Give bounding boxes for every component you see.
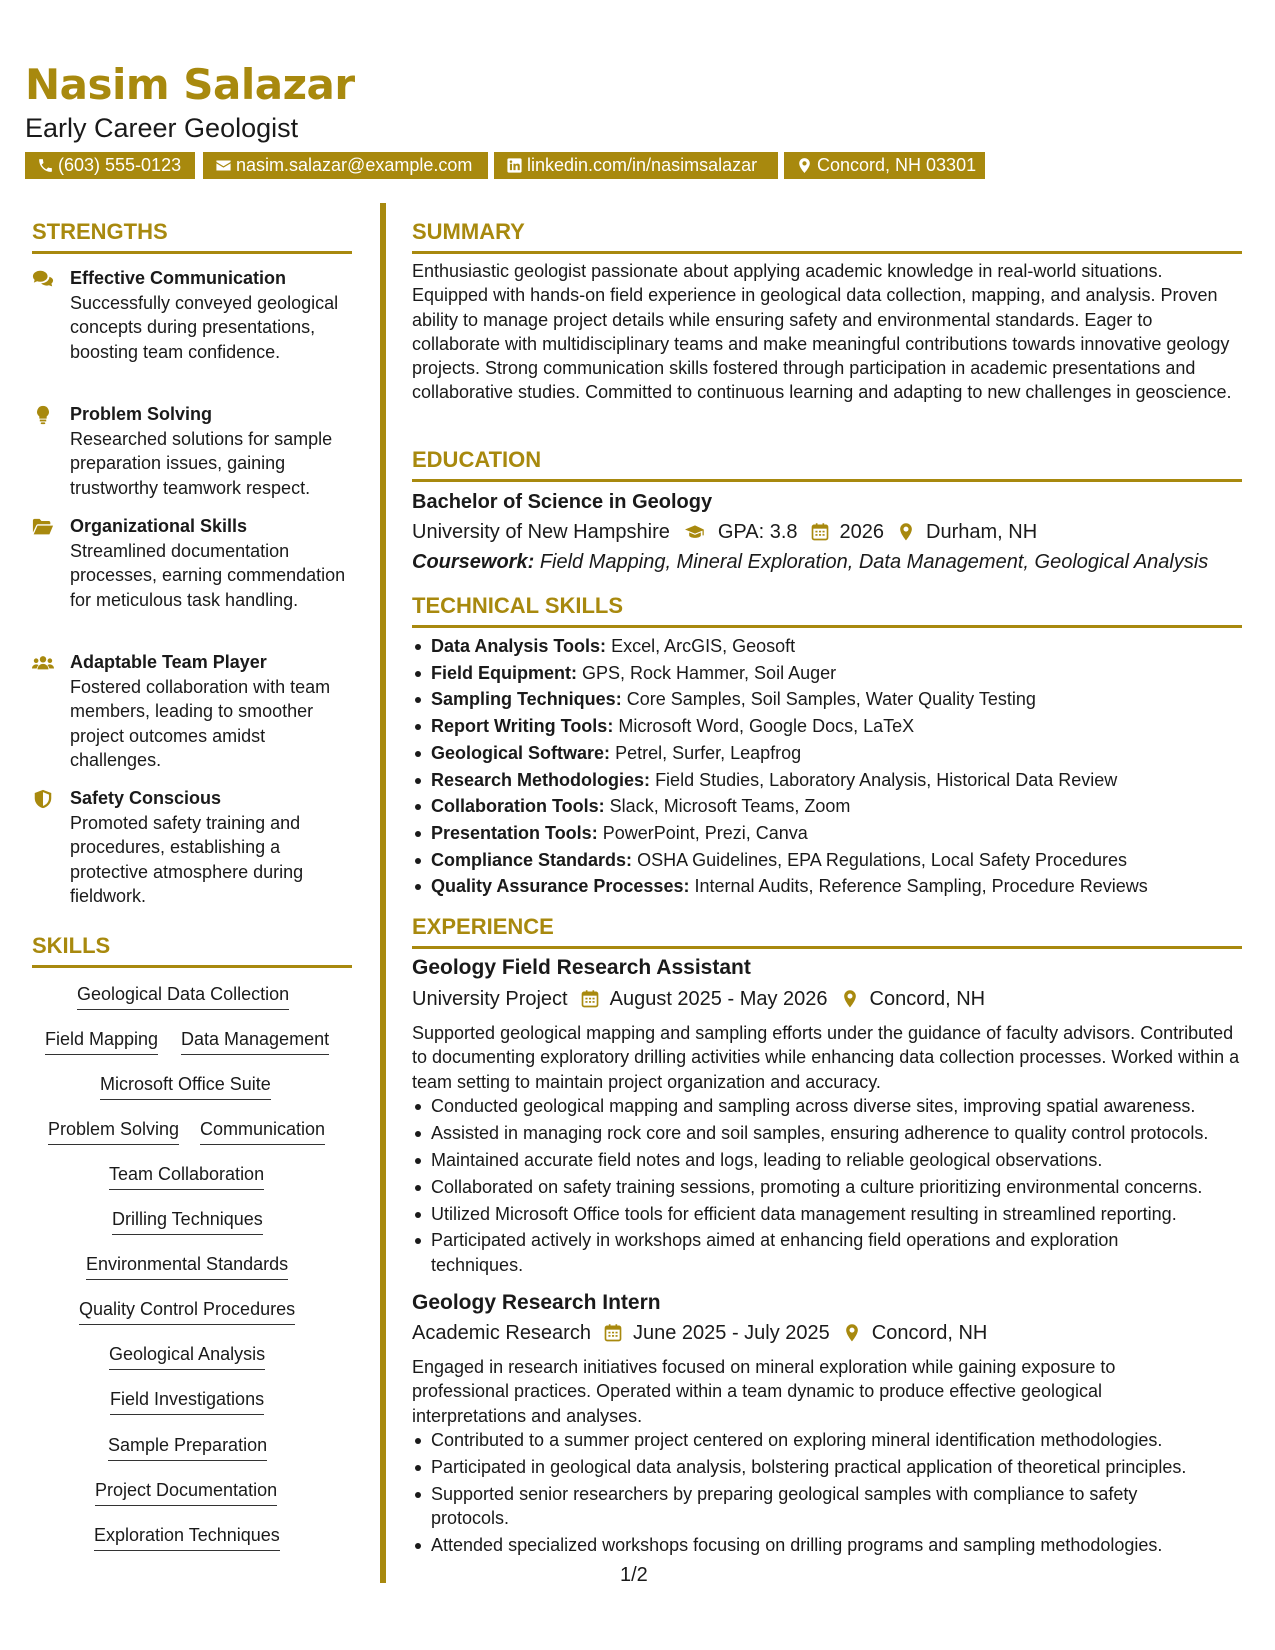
coursework (412, 549, 1208, 575)
technical-skills-list (412, 633, 1242, 900)
job-bullet: Participated actively in workshops aimed at enhancing field operations and exploration techniques. (412, 1228, 1161, 1277)
job-location: Concord, NH (871, 1322, 988, 1344)
education-rule (412, 479, 1242, 482)
job-bullet: Participated in geological data analysis, bolstering practical application of theoretical principles. (412, 1455, 1242, 1479)
tech-skill-item: Research Methodologies: Field Studies, Laboratory Analysis, Historical Data Review (412, 767, 1242, 794)
job-title: Geology Research Intern (412, 1291, 661, 1314)
coursework-label: Coursework: (412, 551, 535, 573)
contact-email-text: nasim.salazar@example.com (236, 155, 473, 175)
job-meta (412, 1320, 987, 1346)
strength-title: Effective Communication (70, 268, 287, 288)
page-number: 1/2 (620, 1564, 648, 1586)
tech-skill-item: Report Writing Tools: Microsoft Word, Google Docs, LaTeX (412, 713, 1242, 740)
skill-tag: Project Documentation (95, 1478, 277, 1506)
skill-tag: Sample Preparation (108, 1433, 267, 1461)
tech-skill-item: Compliance Standards: OSHA Guidelines, EPA Regulations, Local Safety Procedures (412, 847, 1242, 874)
strength-desc: Fostered collaboration with team members, leading to smoother project outcomes amidst challenges. (70, 677, 331, 770)
linkedin-icon (506, 157, 523, 174)
contact-email[interactable] (203, 152, 488, 179)
education-heading: EDUCATION (412, 447, 542, 472)
map-pin-icon (896, 522, 916, 542)
skill-tag: Microsoft Office Suite (100, 1072, 271, 1100)
summary-rule (412, 251, 1242, 254)
tech-skill-item: Field Equipment: GPS, Rock Hammer, Soil Auger (412, 660, 1242, 687)
skill-tag: Problem Solving (48, 1117, 179, 1145)
skill-tag: Exploration Techniques (94, 1523, 280, 1551)
skill-tag: Quality Control Procedures (79, 1297, 295, 1325)
calendar-icon (580, 989, 600, 1009)
education-meta (412, 519, 1037, 545)
skill-tag: Environmental Standards (86, 1252, 288, 1280)
graduation-year: 2026 (839, 521, 885, 543)
comments-icon (32, 269, 54, 289)
contact-location-text: Concord, NH 03301 (817, 155, 977, 175)
contact-linkedin[interactable] (494, 152, 778, 179)
school-name: University of New Hampshire (412, 521, 670, 543)
contact-phone-text: (603) 555-0123 (58, 155, 182, 175)
contact-location[interactable] (784, 152, 985, 179)
strengths-rule (32, 251, 352, 254)
job-bullet: Contributed to a summer project centered on exploring mineral identification methodologies. (412, 1428, 1242, 1452)
job-org: University Project (412, 988, 568, 1010)
candidate-title: Early Career Geologist (25, 113, 299, 143)
job-summary: Supported geological mapping and sampling efforts under the guidance of faculty advisors. Contributed to documenting exploratory drilling activities while enhancing data collection processes. Worked within a team setting to maintain project organization and accuracy. (412, 1023, 1240, 1092)
skill-tag: Data Management (181, 1027, 329, 1055)
coursework-list: Field Mapping, Mineral Exploration, Data Management, Geological Analysis (539, 551, 1209, 573)
job-title: Geology Field Research Assistant (412, 956, 751, 979)
strength-desc: Researched solutions for sample preparation issues, gaining trustworthy teamwork respect. (70, 429, 333, 498)
tech-skill-item: Sampling Techniques: Core Samples, Soil Samples, Water Quality Testing (412, 686, 1242, 713)
skills-rule (32, 965, 352, 968)
summary-heading: SUMMARY (412, 219, 525, 244)
job-bullet: Maintained accurate field notes and logs, leading to reliable geological observations. (412, 1148, 1242, 1172)
technical-skills-rule (412, 625, 1242, 628)
job-bullet: Assisted in managing rock core and soil samples, ensuring adherence to quality control protocols. (412, 1121, 1242, 1145)
lightbulb-icon (32, 405, 54, 425)
job-dates: June 2025 - July 2025 (632, 1322, 830, 1344)
school-location: Durham, NH (926, 521, 1038, 543)
contact-phone[interactable] (25, 152, 195, 179)
skill-tag: Geological Data Collection (77, 982, 289, 1010)
skill-tag: Team Collaboration (109, 1162, 264, 1190)
map-pin-icon (796, 157, 813, 174)
map-pin-icon (840, 989, 860, 1009)
skills-heading: SKILLS (32, 933, 111, 958)
job-bullets (412, 1094, 1242, 1280)
tech-skill-item: Collaboration Tools: Slack, Microsoft Teams, Zoom (412, 793, 1242, 820)
phone-icon (37, 157, 54, 174)
strength-title: Safety Conscious (70, 788, 222, 808)
strength-desc: Streamlined documentation processes, earning commendation for meticulous task handling. (70, 541, 346, 610)
map-pin-icon (842, 1323, 862, 1343)
job-bullet: Attended specialized workshops focusing on drilling programs and sampling methodologies. (412, 1533, 1242, 1557)
tech-skill-item: Presentation Tools: PowerPoint, Prezi, Canva (412, 820, 1242, 847)
job-dates: August 2025 - May 2026 (609, 988, 828, 1010)
folder-open-icon (32, 517, 54, 537)
job-bullet: Conducted geological mapping and sampling across diverse sites, improving spatial awareness. (412, 1094, 1242, 1118)
job-bullet: Collaborated on safety training sessions, promoting a culture prioritizing environmental concerns. (412, 1175, 1242, 1199)
column-divider (380, 203, 386, 1583)
job-meta (412, 986, 985, 1012)
calendar-icon (603, 1323, 623, 1343)
envelope-icon (215, 157, 232, 174)
contact-linkedin-text: linkedin.com/in/nasimsalazar (527, 155, 758, 175)
tech-skill-item: Quality Assurance Processes: Internal Audits, Reference Sampling, Procedure Reviews (412, 873, 1242, 900)
degree-title: Bachelor of Science in Geology (412, 491, 713, 513)
job-location: Concord, NH (869, 988, 986, 1010)
strength-desc: Promoted safety training and procedures, establishing a protective atmosphere during fieldwork. (70, 813, 304, 906)
tech-skill-item: Geological Software: Petrel, Surfer, Leapfrog (412, 740, 1242, 767)
strength-title: Adaptable Team Player (70, 652, 267, 672)
skill-tag: Field Investigations (110, 1387, 264, 1415)
gpa: GPA: 3.8 (717, 521, 798, 543)
graduation-cap-icon (682, 522, 708, 542)
technical-skills-heading: TECHNICAL SKILLS (412, 593, 624, 618)
candidate-name: Nasim Salazar (25, 60, 355, 109)
summary-text: Enthusiastic geologist passionate about applying academic knowledge in real-world situations. Equipped with hands-on field experience in geological data collection, mapping, and analysis. Proven ability to manage project details while ensuring safety and environmental standards. Eager to collaborate with multidisciplinary teams and make meaningful contributions towards innovative geology projects. Strong communication skills fostered through participation in academic presentations and collaborative studies. Committed to continuous learning and adapting to new challenges in geoscience. (412, 261, 1232, 403)
skill-tag: Drilling Techniques (112, 1207, 263, 1235)
strength-desc: Successfully conveyed geological concepts during presentations, boosting team confidence. (70, 293, 339, 362)
job-bullets (412, 1428, 1242, 1560)
skill-tag: Geological Analysis (109, 1342, 265, 1370)
shield-icon (32, 789, 54, 809)
job-summary: Engaged in research initiatives focused on mineral exploration while gaining exposure to professional practices. Operated within a team dynamic to produce effective geological interpretations and analyses. (412, 1357, 1116, 1426)
job-org: Academic Research (412, 1322, 591, 1344)
skill-tag: Field Mapping (45, 1027, 158, 1055)
job-bullet: Supported senior researchers by preparing geological samples with compliance to safety protocols. (412, 1482, 1171, 1531)
skill-tag: Communication (200, 1117, 325, 1145)
tech-skill-item: Data Analysis Tools: Excel, ArcGIS, Geosoft (412, 633, 1242, 660)
users-icon (32, 653, 54, 673)
experience-rule (412, 946, 1242, 949)
calendar-icon (810, 522, 830, 542)
job-bullet: Utilized Microsoft Office tools for efficient data management resulting in streamlined reporting. (412, 1202, 1242, 1226)
strength-title: Organizational Skills (70, 516, 248, 536)
strength-title: Problem Solving (70, 404, 213, 424)
strengths-heading: STRENGTHS (32, 219, 168, 244)
experience-heading: EXPERIENCE (412, 914, 554, 939)
